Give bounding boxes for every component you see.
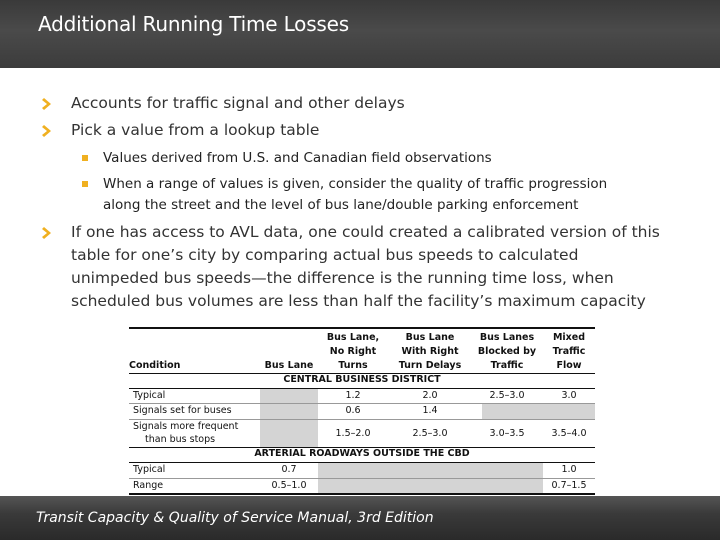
row-art-typical-bus-lane: 0.7 — [281, 464, 297, 475]
table-top-rule — [129, 327, 595, 329]
row-signals-frequent-label-2: than bus stops — [145, 434, 216, 445]
header-with-right-2: With Right — [401, 346, 459, 357]
running-time-loss-table — [129, 327, 595, 495]
section-cbd: CENTRAL BUSINESS DISTRICT — [283, 374, 441, 385]
square-bullet-icon — [82, 181, 88, 187]
bullet-text-line2: table for one’s city by comparing actual bus speeds to calculated — [71, 246, 579, 264]
row-signals-buses-label: Signals set for buses — [133, 405, 232, 416]
header-blocked-2: Blocked by — [477, 346, 537, 357]
header-with-right-1: Bus Lane — [405, 332, 455, 343]
row-art-range-mixed: 0.7–1.5 — [551, 480, 587, 491]
subbullet-text-line2: along the street and the level of bus lane/double parking enforcement — [103, 197, 579, 213]
header-no-right-1: Bus Lane, — [326, 332, 380, 343]
subbullet-text-line1: When a range of values is given, consider the quality of traffic progression — [103, 176, 608, 192]
row-typical-mixed: 3.0 — [561, 390, 577, 401]
square-bullet-icon — [82, 155, 88, 161]
row-signals-frequent-blocked: 3.0–3.5 — [489, 428, 525, 439]
header-blocked-1: Bus Lanes — [479, 332, 535, 343]
row-typical-with-right: 2.0 — [422, 390, 438, 401]
grey-cell — [482, 403, 595, 419]
bullet-text: Accounts for traffic signal and other delays — [71, 94, 405, 112]
grey-cell — [260, 388, 318, 447]
row-art-typical-label: Typical — [133, 464, 166, 475]
header-no-right-3: Turns — [338, 360, 368, 371]
header-bus-lane: Bus Lane — [264, 360, 314, 371]
chevron-right-icon — [42, 98, 54, 110]
header-mixed-2: Traffic — [552, 346, 586, 357]
subbullet-field-observations — [82, 148, 672, 169]
row-art-range-label: Range — [133, 480, 164, 491]
header-mixed-1: Mixed — [552, 332, 586, 343]
row-typical-blocked: 2.5–3.0 — [489, 390, 525, 401]
row-signals-frequent-label-1: Signals more frequent — [133, 421, 239, 432]
row-signals-buses-no-right: 0.6 — [345, 405, 361, 416]
header-no-right-2: No Right — [329, 346, 377, 357]
row-typical-no-right: 1.2 — [345, 390, 361, 401]
header-condition: Condition — [129, 360, 181, 371]
bullet-lookup-table — [42, 119, 692, 142]
section-arterial: ARTERIAL ROADWAYS OUTSIDE THE CBD — [254, 448, 470, 459]
subbullet-range-values — [82, 174, 672, 216]
bullet-signal-delays — [42, 92, 692, 115]
footer-citation: Transit Capacity & Quality of Service Manual, 3rd Edition — [36, 510, 434, 526]
header-mixed-3: Flow — [556, 360, 582, 371]
bullet-text-line3: unimpeded bus speeds—the difference is the running time loss, when — [71, 269, 614, 287]
table-rule — [129, 478, 595, 479]
slide-title: Additional Running Time Losses — [38, 12, 349, 36]
row-typical-label: Typical — [133, 390, 166, 401]
row-art-typical-mixed: 1.0 — [561, 464, 577, 475]
header-with-right-3: Turn Delays — [398, 360, 462, 371]
bullet-text-line1: If one has access to AVL data, one could created a calibrated version of this — [71, 223, 660, 241]
row-signals-frequent-with-right: 2.5–3.0 — [412, 428, 448, 439]
bullet-text: Pick a value from a lookup table — [71, 121, 320, 139]
title-bar — [0, 0, 720, 68]
row-signals-frequent-mixed: 3.5–4.0 — [551, 428, 587, 439]
header-blocked-3: Traffic — [490, 360, 524, 371]
bullet-text-line4: scheduled bus volumes are less than half the facility’s maximum capacity — [71, 292, 646, 310]
chevron-right-icon — [42, 125, 54, 137]
table-bottom-rule — [129, 493, 595, 495]
subbullet-text: Values derived from U.S. and Canadian field observations — [103, 150, 492, 166]
row-signals-frequent-no-right: 1.5–2.0 — [335, 428, 371, 439]
footer-bar — [0, 496, 720, 540]
bullet-avl-data — [42, 221, 692, 313]
table-rule — [129, 462, 595, 463]
row-signals-buses-with-right: 1.4 — [422, 405, 438, 416]
row-art-range-bus-lane: 0.5–1.0 — [271, 480, 307, 491]
chevron-right-icon — [42, 227, 54, 239]
